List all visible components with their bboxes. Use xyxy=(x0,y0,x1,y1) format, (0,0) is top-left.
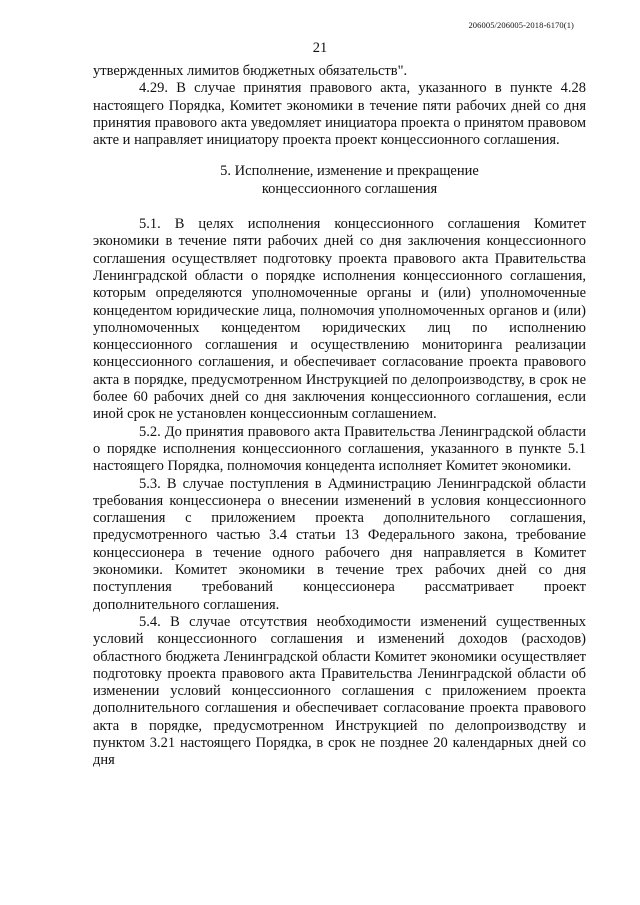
document-id-stamp: 206005/206005-2018-6170(1) xyxy=(468,20,574,30)
paragraph: утвержденных лимитов бюджетных обязательств". xyxy=(93,63,408,79)
section-heading-line1: 5. Исполнение, изменение и прекращение xyxy=(220,163,479,180)
page-number: 21 xyxy=(312,40,328,56)
paragraph: 5.4. В случае отсутствия необходимости изменений существенных условий концессионного соглашения и изменений доходов (расходов) областного бюджета Ленинградской области Комитет экономики осуществляет подготовку проекта правового акта Правительства Ленинградской области об изменении условий концессионного соглашения с приложением проекта дополнительного соглашения и обеспечивает согласование проекта правового акта в порядке, предусмотренном Инструкцией по делопроизводству и пунктом 3.21 настоящего Порядка, в срок не позднее 20 календарных дней со дня xyxy=(93,613,586,769)
paragraphs-before-section xyxy=(93,63,586,149)
paragraphs-after-section xyxy=(93,216,586,770)
paragraph: 5.1. В целях исполнения концессионного соглашения Комитет экономики в течение пяти рабочих дней со дня заключения концессионного соглашения осуществляет подготовку проекта правового акта Правительства Ленинградской области о порядке исполнения концессионного соглашения, которым определяются уполномоченные органы и (или) уполномоченные концедентом юридические лица, полномочия уполномоченных органов и (или) уполномоченных концедентом юридических лиц по исполнению концессионного соглашения и осуществлению мониторинга реализации концессионного соглашения, и обеспечивает согласование проекта правового акта в порядке, предусмотренном Инструкцией по делопроизводству, в срок не более 60 рабочих дней со дня заключения концессионного соглашения, если иной срок не установлен концессионным соглашением. xyxy=(93,216,586,423)
section-heading xyxy=(113,163,586,198)
paragraph: 5.3. В случае поступления в Администрацию Ленинградской области требования концессионера о внесении изменений в условия концессионного соглашения с приложением проекта дополнительного соглашения, предусмотренного частью 3.4 статьи 13 Федерального закона, требование концессионера в течение одного рабочего дня направляется в Комитет экономики. Комитет экономики в течение трех рабочих дней со дня поступления требований концессионера рассматривает проект дополнительного соглашения. xyxy=(93,475,586,613)
section-heading-line2: концессионного соглашения xyxy=(261,180,438,197)
document-body xyxy=(93,63,586,770)
paragraph: 4.29. В случае принятия правового акта, указанного в пункте 4.28 настоящего Порядка, Комитет экономики в течение пяти рабочих дней со дня принятия правового акта уведомляет инициатора проекта о принятом правовом акте и направляет инициатору проекта проект концессионного соглашения. xyxy=(93,80,586,149)
paragraph: 5.2. До принятия правового акта Правительства Ленинградской области о порядке исполнения концессионного соглашения, указанного в пункте 5.1 настоящего Порядка, полномочия концедента исполняет Комитет экономики. xyxy=(93,423,586,475)
